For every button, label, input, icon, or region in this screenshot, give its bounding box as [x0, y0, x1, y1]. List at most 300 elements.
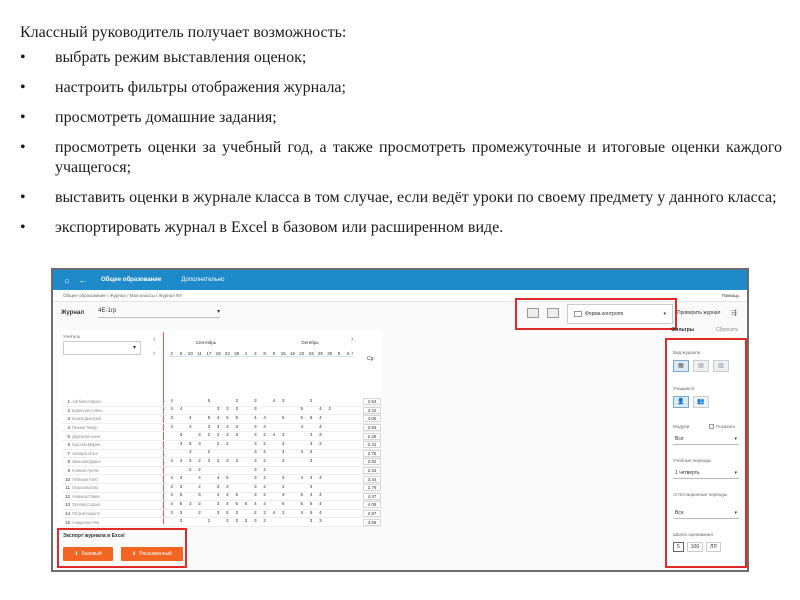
- grade-cell[interactable]: 2: [263, 475, 266, 481]
- grade-cell[interactable]: [325, 415, 334, 423]
- grade-cell[interactable]: 5: [309, 414, 313, 420]
- grade-cell[interactable]: [269, 518, 278, 526]
- grade-cell[interactable]: 3: [254, 475, 257, 481]
- grade-cell[interactable]: [316, 398, 325, 406]
- grade-cell[interactable]: 2: [198, 500, 201, 506]
- grade-cell[interactable]: 3: [281, 397, 285, 403]
- grade-cell[interactable]: 4: [198, 475, 201, 481]
- grade-cell[interactable]: [325, 449, 334, 457]
- grade-cell[interactable]: 5: [235, 492, 238, 498]
- grade-cell[interactable]: [186, 406, 195, 414]
- grade-cell[interactable]: 4: [309, 449, 313, 455]
- grade-cell[interactable]: [195, 518, 204, 526]
- grade-cell[interactable]: [195, 415, 204, 423]
- grade-cell[interactable]: 3: [216, 423, 220, 429]
- back-arrow-icon[interactable]: ←: [79, 275, 87, 285]
- tab-additional[interactable]: Дополнительно: [181, 277, 225, 283]
- grade-cell[interactable]: [316, 484, 325, 492]
- grade-cell[interactable]: [241, 398, 250, 406]
- grade-cell[interactable]: 3: [198, 440, 201, 446]
- grade-cell[interactable]: 5: [309, 500, 313, 506]
- grade-cell[interactable]: 2: [263, 440, 266, 446]
- grade-cell[interactable]: 3: [170, 483, 173, 489]
- grade-cell[interactable]: 2: [226, 483, 229, 489]
- grade-cell[interactable]: [269, 424, 278, 432]
- grade-cell[interactable]: 4: [170, 492, 173, 498]
- scale-5-option[interactable]: 5: [673, 542, 684, 552]
- grade-cell[interactable]: [279, 424, 288, 432]
- grade-cell[interactable]: 4: [226, 500, 229, 506]
- grade-cell[interactable]: 2: [309, 397, 313, 403]
- grade-cell[interactable]: 2: [263, 449, 266, 455]
- grade-cell[interactable]: [269, 467, 278, 475]
- scale-pass-option[interactable]: ЛЛ: [706, 542, 721, 552]
- grade-cell[interactable]: [241, 449, 250, 457]
- grade-cell[interactable]: 4: [188, 414, 192, 420]
- grade-cell[interactable]: [195, 406, 204, 414]
- student-name[interactable]: Орлова Софья: [72, 502, 100, 508]
- grade-cell[interactable]: [260, 398, 269, 406]
- student-name[interactable]: Климов Артём: [72, 468, 99, 474]
- grade-cell[interactable]: [288, 432, 297, 440]
- grade-cell[interactable]: 4: [300, 449, 304, 455]
- grade-cell[interactable]: 2: [216, 457, 220, 463]
- grade-cell[interactable]: 2: [263, 492, 266, 498]
- grade-cell[interactable]: [213, 398, 222, 406]
- grade-cell[interactable]: [269, 492, 278, 500]
- grade-cell[interactable]: 4: [319, 423, 322, 429]
- grade-cell[interactable]: [334, 415, 343, 423]
- tab-filters[interactable]: Фильтры: [671, 327, 694, 333]
- grade-cell[interactable]: [334, 475, 343, 483]
- grade-cell[interactable]: [241, 492, 250, 500]
- grade-cell[interactable]: [306, 424, 315, 432]
- grade-cell[interactable]: [195, 449, 204, 457]
- grade-cell[interactable]: 3: [179, 509, 183, 515]
- grade-cell[interactable]: 3: [319, 440, 322, 446]
- grade-cell[interactable]: [288, 424, 297, 432]
- grade-cell[interactable]: [334, 432, 343, 440]
- grade-cell[interactable]: 3: [281, 432, 285, 438]
- grade-cell[interactable]: [316, 458, 325, 466]
- student-name[interactable]: Борисова Алёна: [72, 407, 103, 413]
- grade-cell[interactable]: [334, 484, 343, 492]
- grade-cell[interactable]: 4: [263, 414, 266, 420]
- grade-cell[interactable]: 4: [179, 457, 183, 463]
- grade-cell[interactable]: [204, 510, 213, 518]
- grade-cell[interactable]: [223, 449, 232, 457]
- settings-grid-icon[interactable]: ⇶: [731, 310, 737, 317]
- grade-cell[interactable]: [279, 518, 288, 526]
- grade-cell[interactable]: 3: [226, 457, 229, 463]
- grade-cell[interactable]: [167, 449, 176, 457]
- grade-cell[interactable]: [288, 467, 297, 475]
- grade-cell[interactable]: [232, 484, 241, 492]
- grade-cell[interactable]: 4: [170, 475, 173, 481]
- grade-cell[interactable]: 3: [254, 449, 257, 455]
- grade-cell[interactable]: 2: [198, 466, 201, 472]
- grade-cell[interactable]: 2: [263, 509, 266, 515]
- grade-cell[interactable]: 4: [319, 406, 322, 412]
- attestation-select[interactable]: Все ▾: [673, 508, 739, 519]
- grade-cell[interactable]: [260, 406, 269, 414]
- grade-cell[interactable]: 5: [207, 414, 211, 420]
- grade-cell[interactable]: 3: [244, 518, 248, 524]
- grade-cell[interactable]: 4: [281, 475, 285, 481]
- grade-cell[interactable]: [176, 424, 185, 432]
- grade-cell[interactable]: 3: [216, 500, 220, 506]
- grade-cell[interactable]: 3: [235, 423, 238, 429]
- grade-cell[interactable]: [325, 492, 334, 500]
- grade-cell[interactable]: [186, 492, 195, 500]
- grade-cell[interactable]: [288, 449, 297, 457]
- grade-cell[interactable]: 4: [226, 492, 229, 498]
- grade-cell[interactable]: 3: [226, 406, 229, 412]
- grade-cell[interactable]: 3: [281, 483, 285, 489]
- grade-cell[interactable]: [334, 492, 343, 500]
- grade-cell[interactable]: [288, 510, 297, 518]
- grade-cell[interactable]: [325, 467, 334, 475]
- grade-cell[interactable]: [186, 484, 195, 492]
- grade-cell[interactable]: 3: [188, 457, 192, 463]
- grade-cell[interactable]: [167, 467, 176, 475]
- grade-cell[interactable]: [325, 501, 334, 509]
- grade-cell[interactable]: 4: [216, 475, 220, 481]
- grade-cell[interactable]: 4: [319, 414, 322, 420]
- grade-cell[interactable]: [297, 458, 306, 466]
- grade-cell[interactable]: [334, 458, 343, 466]
- grade-cell[interactable]: [213, 467, 222, 475]
- grade-cell[interactable]: 4: [170, 397, 173, 403]
- student-name[interactable]: Новиков Павел: [72, 493, 100, 499]
- grade-cell[interactable]: [279, 406, 288, 414]
- grade-cell[interactable]: [167, 518, 176, 526]
- grade-cell[interactable]: 4: [254, 500, 257, 506]
- grade-cell[interactable]: 3: [319, 432, 322, 438]
- grade-cell[interactable]: [186, 475, 195, 483]
- grade-cell[interactable]: [241, 441, 250, 449]
- grade-cell[interactable]: [241, 467, 250, 475]
- grade-cell[interactable]: 4: [319, 500, 322, 506]
- grade-cell[interactable]: 2: [263, 483, 266, 489]
- grade-cell[interactable]: 3: [254, 397, 257, 403]
- grade-cell[interactable]: [334, 424, 343, 432]
- grade-cell[interactable]: 4: [319, 492, 322, 498]
- grade-cell[interactable]: 3: [254, 492, 257, 498]
- grade-cell[interactable]: [204, 484, 213, 492]
- grade-cell[interactable]: 2: [216, 432, 220, 438]
- home-icon[interactable]: ⌂: [64, 275, 70, 285]
- grade-cell[interactable]: 3: [170, 509, 173, 515]
- grade-cell[interactable]: [288, 518, 297, 526]
- grade-cell[interactable]: [241, 475, 250, 483]
- grade-cell[interactable]: 3: [254, 423, 257, 429]
- grade-cell[interactable]: 4: [254, 414, 257, 420]
- grade-cell[interactable]: 2: [281, 509, 285, 515]
- student-name[interactable]: Петров Кирилл: [72, 511, 100, 517]
- grade-cell[interactable]: 3: [207, 423, 211, 429]
- grade-cell[interactable]: [325, 475, 334, 483]
- grade-cell[interactable]: [269, 406, 278, 414]
- grade-cell[interactable]: 3: [179, 440, 183, 446]
- grade-cell[interactable]: [269, 475, 278, 483]
- grade-cell[interactable]: 4: [281, 449, 285, 455]
- grade-cell[interactable]: [334, 441, 343, 449]
- grade-cell[interactable]: 5: [198, 492, 201, 498]
- grade-cell[interactable]: [297, 432, 306, 440]
- grade-cell[interactable]: [223, 398, 232, 406]
- grade-cell[interactable]: 3: [254, 406, 257, 412]
- student-name[interactable]: Быков Дмитрий: [72, 416, 101, 422]
- grade-cell[interactable]: [204, 492, 213, 500]
- grade-cell[interactable]: [269, 458, 278, 466]
- grade-cell[interactable]: 3: [170, 423, 173, 429]
- grade-cell[interactable]: [269, 441, 278, 449]
- grade-cell[interactable]: 5: [309, 509, 313, 515]
- student-name[interactable]: Ершова Мария: [72, 442, 100, 448]
- grade-cell[interactable]: [213, 518, 222, 526]
- grade-cell[interactable]: [325, 441, 334, 449]
- scroll-right-icon[interactable]: ›: [351, 350, 354, 357]
- grade-cell[interactable]: 5: [244, 500, 248, 506]
- student-name[interactable]: Смирнова Яна: [72, 519, 100, 525]
- grade-cell[interactable]: [334, 467, 343, 475]
- grade-cell[interactable]: [297, 518, 306, 526]
- grade-cell[interactable]: 3: [216, 406, 220, 412]
- grade-cell[interactable]: 3: [207, 457, 211, 463]
- grade-cell[interactable]: 4: [272, 509, 276, 515]
- grade-cell[interactable]: [325, 518, 334, 526]
- grade-cell[interactable]: [232, 449, 241, 457]
- grade-cell[interactable]: 5: [281, 414, 285, 420]
- split-view-icon[interactable]: ▥: [713, 360, 729, 372]
- grade-cell[interactable]: 2: [198, 457, 201, 463]
- grade-cell[interactable]: [269, 484, 278, 492]
- grade-cell[interactable]: 4: [300, 509, 304, 515]
- grade-cell[interactable]: 2: [188, 466, 192, 472]
- grade-cell[interactable]: 3: [235, 509, 238, 515]
- grade-cell[interactable]: 4: [216, 414, 220, 420]
- grade-cell[interactable]: 5: [281, 500, 285, 506]
- grade-cell[interactable]: [325, 398, 334, 406]
- grade-cell[interactable]: 2: [226, 440, 229, 446]
- grade-cell[interactable]: [269, 415, 278, 423]
- show-modules-checkbox[interactable]: Показать: [709, 424, 735, 429]
- export-basic-button[interactable]: ⬇ Базовый: [63, 547, 113, 561]
- grade-cell[interactable]: [288, 406, 297, 414]
- grade-cell[interactable]: [334, 398, 343, 406]
- grade-cell[interactable]: [241, 484, 250, 492]
- grade-cell[interactable]: 4: [281, 492, 285, 498]
- grade-cell[interactable]: [186, 510, 195, 518]
- grade-cell[interactable]: 4: [281, 440, 285, 446]
- grade-cell[interactable]: [204, 467, 213, 475]
- grade-cell[interactable]: 3: [254, 432, 257, 438]
- grade-cell[interactable]: [186, 398, 195, 406]
- grade-cell[interactable]: 5: [226, 414, 229, 420]
- grade-cell[interactable]: 4: [319, 509, 322, 515]
- grade-cell[interactable]: 2: [207, 432, 211, 438]
- grade-cell[interactable]: 2: [263, 518, 266, 524]
- scroll-right-icon[interactable]: ›: [351, 336, 354, 343]
- grade-cell[interactable]: 3: [254, 466, 257, 472]
- grade-cell[interactable]: [325, 484, 334, 492]
- grade-cell[interactable]: 3: [309, 483, 313, 489]
- grade-cell[interactable]: 2: [263, 466, 266, 472]
- scroll-left-icon[interactable]: ‹: [153, 336, 156, 343]
- tab-general-education[interactable]: Общее образование: [101, 277, 162, 283]
- grade-cell[interactable]: [316, 449, 325, 457]
- grade-cell[interactable]: 4: [319, 475, 322, 481]
- grade-cell[interactable]: [223, 467, 232, 475]
- single-student-icon[interactable]: 👤: [673, 396, 689, 408]
- reset-filters-link[interactable]: Сбросить: [715, 327, 739, 333]
- grade-cell[interactable]: [232, 441, 241, 449]
- grade-cell[interactable]: [288, 398, 297, 406]
- grade-cell[interactable]: [297, 467, 306, 475]
- grade-cell[interactable]: [186, 432, 195, 440]
- grade-cell[interactable]: 3: [309, 432, 313, 438]
- grade-cell[interactable]: [195, 398, 204, 406]
- grade-cell[interactable]: 4: [263, 423, 266, 429]
- grade-cell[interactable]: 5: [235, 500, 238, 506]
- grade-cell[interactable]: 4: [263, 500, 266, 506]
- grade-cell[interactable]: 4: [179, 406, 183, 412]
- grade-cell[interactable]: 3: [226, 518, 229, 524]
- student-name[interactable]: Иванова Дарья: [72, 459, 101, 465]
- grade-cell[interactable]: 4: [272, 397, 276, 403]
- grade-cell[interactable]: 4: [170, 500, 173, 506]
- grade-cell[interactable]: 5: [235, 414, 238, 420]
- grade-cell[interactable]: 3: [179, 518, 183, 524]
- list-view-icon[interactable]: ▤: [693, 360, 709, 372]
- scale-100-option[interactable]: 100: [687, 542, 703, 552]
- grade-cell[interactable]: 2: [216, 440, 220, 446]
- check-journal-button[interactable]: Проверить журнал: [677, 310, 721, 316]
- control-form-select[interactable]: Форма контроля ▾: [567, 304, 673, 324]
- grade-cell[interactable]: 3: [319, 518, 322, 524]
- grade-cell[interactable]: 4: [309, 475, 313, 481]
- grade-cell[interactable]: 3: [254, 457, 257, 463]
- grade-cell[interactable]: 3: [170, 414, 173, 420]
- grade-cell[interactable]: 3: [235, 432, 238, 438]
- grade-cell[interactable]: 3: [309, 518, 313, 524]
- grade-cell[interactable]: 3: [179, 483, 183, 489]
- student-name[interactable]: Дорохова Анна: [72, 433, 100, 439]
- grade-cell[interactable]: [186, 518, 195, 526]
- grade-cell[interactable]: 5: [179, 500, 183, 506]
- grade-cell[interactable]: [213, 449, 222, 457]
- grade-cell[interactable]: 2: [254, 509, 257, 515]
- grade-cell[interactable]: [316, 467, 325, 475]
- breadcrumb-text[interactable]: Общее образование / Журнал / Мои классы / Журнал ФУ: [63, 293, 183, 298]
- grade-cell[interactable]: [241, 424, 250, 432]
- grade-cell[interactable]: [241, 415, 250, 423]
- grade-cell[interactable]: [279, 467, 288, 475]
- grade-cell[interactable]: 3: [254, 483, 257, 489]
- grade-cell[interactable]: [334, 510, 343, 518]
- grade-cell[interactable]: 3: [281, 457, 285, 463]
- grade-cell[interactable]: [232, 475, 241, 483]
- grade-cell[interactable]: [167, 432, 176, 440]
- export-extended-button[interactable]: ⬇ Расширенный: [121, 547, 183, 561]
- grade-cell[interactable]: [167, 441, 176, 449]
- grade-cell[interactable]: [241, 510, 250, 518]
- grade-cell[interactable]: 5: [226, 475, 229, 481]
- grade-cell[interactable]: [288, 415, 297, 423]
- grade-cell[interactable]: 2: [198, 483, 201, 489]
- grade-cell[interactable]: [334, 518, 343, 526]
- grade-cell[interactable]: 3: [226, 432, 229, 438]
- grade-cell[interactable]: [241, 458, 250, 466]
- student-name[interactable]: Морозова Ева: [72, 485, 99, 491]
- grade-cell[interactable]: [241, 406, 250, 414]
- grade-cell[interactable]: [297, 484, 306, 492]
- grade-cell[interactable]: [232, 467, 241, 475]
- grade-cell[interactable]: [334, 501, 343, 509]
- help-link[interactable]: Помощь: [721, 293, 739, 298]
- grade-cell[interactable]: [269, 501, 278, 509]
- grade-cell[interactable]: [204, 475, 213, 483]
- grade-cell[interactable]: [288, 441, 297, 449]
- grade-cell[interactable]: 5: [188, 440, 192, 446]
- grade-cell[interactable]: [176, 398, 185, 406]
- teacher-select[interactable]: ▾: [63, 341, 141, 355]
- grade-cell[interactable]: [297, 441, 306, 449]
- grade-cell[interactable]: [306, 406, 315, 414]
- grade-cell[interactable]: 3: [309, 457, 313, 463]
- student-name[interactable]: Ганиев Тимур: [72, 425, 98, 431]
- grade-cell[interactable]: 3: [226, 423, 229, 429]
- student-name[interactable]: Лебедев Глеб: [72, 476, 98, 482]
- grade-cell[interactable]: 3: [235, 457, 238, 463]
- grade-cell[interactable]: [334, 406, 343, 414]
- grade-cell[interactable]: 2: [263, 432, 266, 438]
- grade-cell[interactable]: 2: [328, 406, 331, 412]
- grade-cell[interactable]: 4: [300, 423, 304, 429]
- grade-cell[interactable]: [176, 415, 185, 423]
- grade-cell[interactable]: [288, 475, 297, 483]
- grade-cell[interactable]: [288, 484, 297, 492]
- grade-cell[interactable]: 3: [216, 483, 220, 489]
- columns-icon[interactable]: [547, 308, 559, 318]
- grade-cell[interactable]: 5: [300, 414, 304, 420]
- grade-cell[interactable]: 4: [309, 492, 313, 498]
- grade-cell[interactable]: [325, 458, 334, 466]
- grade-cell[interactable]: 4: [216, 492, 220, 498]
- grade-cell[interactable]: 3: [198, 432, 201, 438]
- grade-cell[interactable]: 2: [198, 509, 201, 515]
- scroll-left-icon[interactable]: ‹: [153, 350, 156, 357]
- grade-cell[interactable]: [325, 424, 334, 432]
- grade-cell[interactable]: 5: [300, 500, 304, 506]
- grade-cell[interactable]: [334, 449, 343, 457]
- student-name[interactable]: Захаров Илья: [72, 450, 98, 456]
- grade-cell[interactable]: 2: [207, 518, 211, 524]
- student-name[interactable]: Айтбаев Мирон: [72, 399, 101, 405]
- grade-cell[interactable]: [204, 441, 213, 449]
- grade-cell[interactable]: [288, 492, 297, 500]
- grade-cell[interactable]: [269, 449, 278, 457]
- modules-select[interactable]: Все ▾: [673, 434, 739, 445]
- grade-cell[interactable]: [195, 424, 204, 432]
- grade-cell[interactable]: 3: [188, 423, 192, 429]
- grade-cell[interactable]: 3: [235, 397, 238, 403]
- grade-cell[interactable]: [204, 501, 213, 509]
- grid-view-icon[interactable]: ▦: [673, 360, 689, 372]
- grade-cell[interactable]: [288, 501, 297, 509]
- grade-cell[interactable]: [325, 510, 334, 518]
